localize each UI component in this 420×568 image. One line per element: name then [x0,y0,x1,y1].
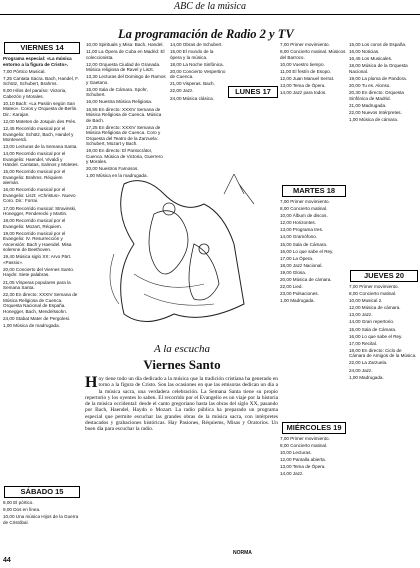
schedule-entry: 21,05 Vísperas populares para la Semana Santa. [3,279,71,290]
schedule-entry: 8,00 Concierto matinal. [280,206,328,212]
schedule-entry: 19,00 La pluma de Pandora. [349,75,407,81]
schedule-entry: 22,00 Lied. [280,284,303,290]
schedule-entry: 22,00 La Zarzuela. [349,360,388,366]
schedule-entry: 1,00 Madrugada. [349,374,384,380]
schedule-entry: 13,00 Tema de Ópera. [280,82,326,88]
schedule-entry: 13,00 Programa tres. [280,227,324,233]
running-header [0,0,420,15]
schedule-entry: 16,55 En directo: XXXIV Semana de Música Religiosa de Cuenca. Música de Bach. [86,106,162,123]
schedule-entry: 24,00 Música clásica. [170,95,214,101]
schedule-entry: 11,00 El festín de Esopo. [280,68,331,74]
schedule-entry: 22,30 En directo: XXXIV Semana de Música Religiosa de Cuenca. Orquesta Nacional de España. Honegger, Bach, Mendelssohn. [3,292,78,314]
schedule-entry: 24,00 Stabat Mater de Pergolesi. [3,315,71,321]
article-body [85,376,278,564]
day-header-martes: MARTES 18 [282,185,346,197]
article-title: Viernes Santo [143,357,221,372]
schedule-entry: 12,45 Recorrido musical por el Evangelio: Schütz, Bach, Handel y Monteverdi. [3,126,74,143]
schedule-column-4c [280,436,346,556]
schedule-entry: 14,00 Obras de Schubert. [170,42,223,47]
schedule-entry: 16,00 Nuestra Música Religiosa. [86,99,153,105]
schedule-entry: 20,00 Tu es. Alonso. [349,82,391,88]
schedule-entry: 10,00 Lecturas. [280,450,312,456]
schedule-entry: 7,25 Cantata Sacra. Bach, Handel, F. Schütz, Schubert, Brahms. [3,75,79,87]
schedule-entry: 19,00 Recorrido musical por el Evangelio: IV. Resurrección y Ascensión: Bach y Haendel. Misa solemne de Beethoven. [3,230,72,253]
schedule-entry: 17,25 En directo: XXXIV Semana de Música Religiosa de Cuenca. Coro y Orquesta del Teatro de la Zarzuela: Schubert, Mozart y Bach. [86,124,161,147]
schedule-entry: 7,00 Pórtico Musical. [3,68,46,74]
schedule-entry: 1,00 Música en la madrugada. [86,173,148,179]
schedule-entry: 16,00 Noticias. [349,49,380,55]
schedule-entry: 15,00 Sala de Cámara. [280,241,328,247]
schedule-column-4 [280,42,346,182]
schedule-entry: 17,00 Recital. [349,340,378,346]
schedule-entry: 1,00 Madrugada. [280,298,315,304]
schedule-entry: 18,00 Música de la Orquesta Nacional. [349,63,408,74]
schedule-entry: 12,00 Pantalla abierta. [280,457,326,463]
schedule-entry: 18,00 La Noche Sinfónica. [170,61,224,67]
schedule-entry: 16,00 Lo que sabe el Rey. [280,248,334,254]
schedule-entry: 15,00 Sala de Cámara. Spohr, Schubert. [86,86,148,98]
schedule-entry: 9,00 Dos en línea. [3,507,41,513]
schedule-entry: 15,00 El mundo de la ópera y la música. [170,49,214,60]
section-title: ABC de la música [174,1,246,12]
schedule-entry: 1,00 Música de cámara. [349,116,399,122]
schedule-entry: 1,00 Música de madrugada. [3,322,60,328]
schedule-entry: 7,00 Primer movimiento. [280,436,330,441]
schedule-entry: 10,00 Musical 2. [349,298,383,304]
schedule-entry: 18,00 Jazz Nacional. [280,262,323,268]
schedule-entry: 16,00 Lo que sabe el Rey. [349,333,403,339]
schedule-entry: 22,00 Jazz. [170,88,194,94]
day-header-miercoles: MIÉRCOLES 19 [282,422,346,434]
section-caption: A la escucha [153,343,210,355]
dropcap: H [85,374,98,391]
schedule-entry: 15,00 Recorrido musical por el Evangelio: Brahms. Réquiem alemán. [3,169,66,186]
schedule-entry: 17,00 Recorrido musical: Stravinski, Honegger, Penderecki y Martin. [3,205,77,217]
schedule-column-1 [3,56,79,484]
schedule-column-2 [86,42,166,179]
schedule-entry: 20,00 Concierto del Viernes Santo. Haydn: Siete palabras. [3,266,75,278]
schedule-entry: 14,00 Jazz para todos. [280,90,327,96]
schedule-entry: 12,00 Motetes de Josquin des Prés. [3,118,77,124]
schedule-entry: 20,00 Música de cámara. [280,277,332,283]
schedule-entry: 7,00 Primer movimiento. [280,199,330,204]
schedule-entry: 8,00 El pórtico. [3,500,34,505]
schedule-entry: 20,00 Nuestros Famosos. [86,166,139,172]
religious-illustration [84,154,280,342]
schedule-entry: 16,00 Recorrido musical por el Evangelio: Liszt: «Christus». Nuevo Coro. Dir.: Forrai. [3,187,76,204]
schedule-entry: 10,00 Spirituals y Misa: Bach, Handel. [86,42,164,47]
schedule-entry: 9,00 Hilos del paraíso: Victoria, Cabezón y Morales. [3,88,67,99]
schedule-entry: 23,00 Pulsaciones. [280,291,319,297]
schedule-entry: 13,00 Jazz. [349,312,373,318]
schedule-entry: 22,00 Nuevos Intérpretes. [349,109,402,115]
schedule-entry: 8,00 Concierto matinal. [349,291,397,297]
schedule-entry: 20,30 En directo: Orquesta Sinfónica de Madrid. [349,90,404,101]
schedule-entry: 14,00 Gran repertorio. [349,319,395,325]
schedule-entry: 13,30 Lecturas del Domingo de Ramos y Gaetano. [86,74,166,85]
schedule-entry: 7,00 Primer movimiento. [280,42,330,47]
schedule-entry: 8,00 Concierto matinal. Músicos del Barroco. [280,49,346,60]
schedule-entry: 7,00 Primer movimiento. [349,284,399,289]
schedule-column-1b [3,500,79,550]
article-signature: NORMA [233,550,252,556]
schedule-entry: 19,00 En directo: El Pantocrátor, Cuenca. Música de Victoria, Guerrero y Morales. [86,148,163,165]
schedule-entry: 17,00 La Ópera. [280,255,314,261]
schedule-entry: 18,00 En directo: Ciclo de Cámara de Amigos de la Música. [349,347,417,359]
schedule-entry: 10,10 Bach: «La Pasión según San Mateo». Coros y Orquesta de Berlin. Dir.: Karajan. [3,100,78,117]
day-header-jueves: JUEVES 20 [350,270,418,282]
schedule-entry: 14,00 Recorrido musical por el Evangelio: Haendel, Vivaldi y Händel. Cantatas, Salmos y Motetes. [3,151,79,168]
day-header-viernes: VIERNES 14 [4,42,80,54]
schedule-column-4b [280,199,346,417]
schedule-entry: 12,00 Música de cámara. [349,305,401,311]
schedule-entry: Programa especial: «La música entorno a la figura de Cristo». [3,56,72,67]
schedule-entry: 20,00 Concierto Vespertino de Cuenca. [170,68,226,80]
schedule-entry: 15,00 Los coros de España. [349,42,407,47]
schedule-entry: 14,00 Jazz. [280,471,304,477]
schedule-entry: 10,00 Una música Hijos de la Guerra de Cristóbal. [3,514,79,525]
schedule-column-5b [349,284,417,556]
schedule-entry: 24,00 Jazz. [349,367,373,373]
day-header-lunes: LUNES 17 [228,86,278,98]
page-headline: La programación de Radio 2 y TV [118,27,294,41]
schedule-entry: 21,00 Visperas. Bach. [170,81,215,87]
schedule-entry: 10,00 Álbum de discos. [280,213,328,219]
schedule-entry: 13,00 Lecturas de la Semana Santa. [3,144,78,150]
page-number: 44 [3,557,11,564]
schedule-entry: 19,40 Música siglo XX: Arvo Pärt. «Passio». [3,254,72,265]
schedule-entry: 12,00 Juan Manuel Serrat. [280,75,335,81]
schedule-column-3 [170,42,226,152]
schedule-entry: 12,00 Orquesta Ciudad de Granada. Música religiosa de Ravel y Liszt. [86,61,161,73]
schedule-entry: 13,00 Tema de Ópera. [280,464,326,470]
schedule-entry: 8,00 Concierto matinal. [280,443,328,449]
schedule-column-5 [349,42,417,268]
schedule-entry: 21,00 Madrugada. [349,102,387,108]
schedule-entry: 19,00 Glosa. [280,269,307,275]
schedule-entry: 15,00 Sala de Cámara. [349,326,397,332]
article-text: oy tiene todo un día dedicado a la música que la tradición cristiana ha generado en torno a la figura de Cristo. Son las ocasiones en que las emisoras dedican un día a la música sacra, una verdadera celebración. La Semana Santa tiene su propio repertorio y los oyentes lo saben. El recorrido por el Evangelio es un viaje por la historia de la música occidental: desde el canto gregoriano hasta las obras del siglo XX, pasando por Bach, Haendel, Haydn o Mozart. La radio pública ha preparado un programa especial que permite escuchar las grandes obras de la música sacra, con intérpretes destacados y grabaciones históricas. Hay Pasiones, Réquiems, Misas y Oratorios. Un buen día para escuchar la radio. [85,376,278,433]
schedule-entry: 14,00 Gramófono. [280,234,318,240]
schedule-entry: 12,00 Horizontes. [280,220,317,226]
schedule-entry: 16,45 Los Musicales. [349,56,393,62]
schedule-entry: 10,00 Vuestro tiempo. [280,61,325,67]
schedule-entry: 18,00 Recorrido musical por el Evangelio: Mozart, Réquiem. [3,218,66,229]
schedule-entry: 11,00 La Ópera de Cuba en Madrid: El coleccionista. [86,49,165,60]
day-header-sabado: SÁBADO 15 [4,486,80,498]
